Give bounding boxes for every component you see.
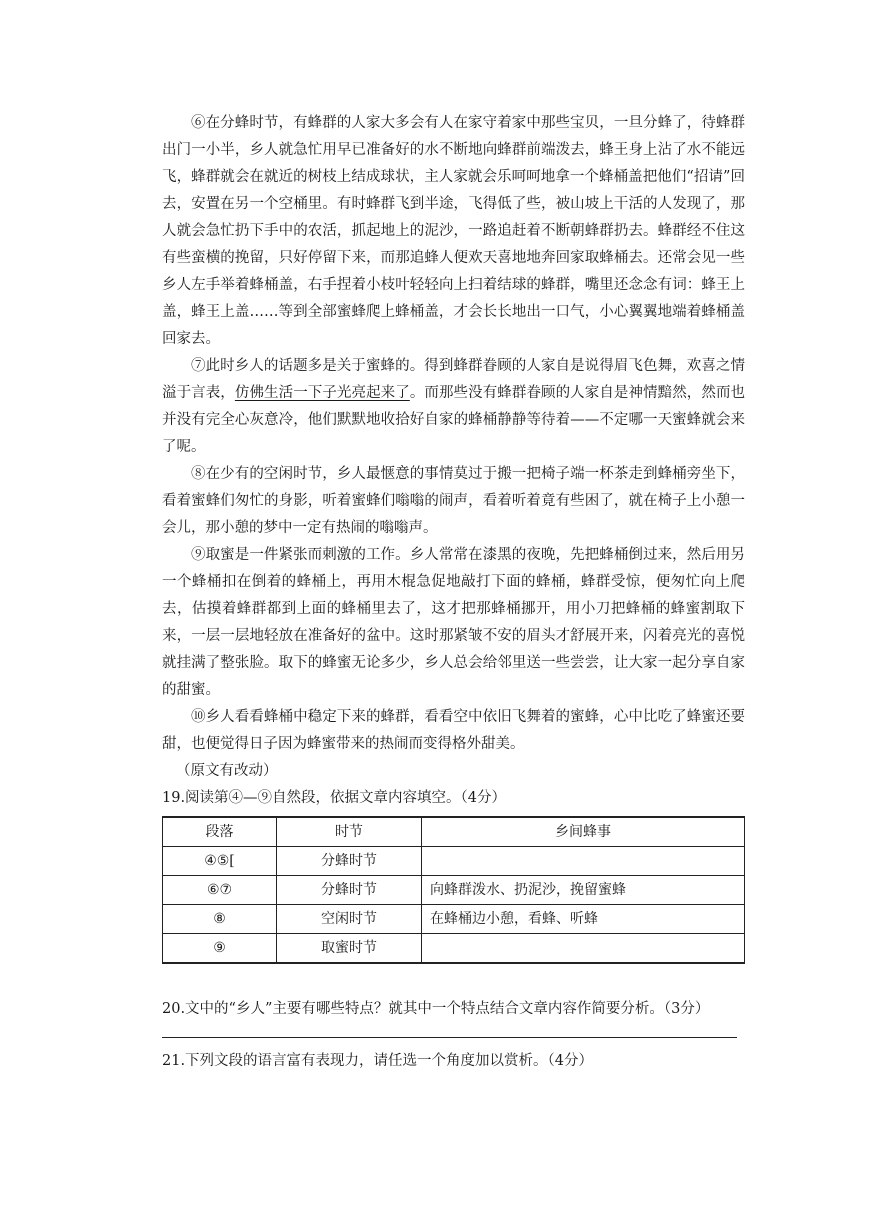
header-season: 时节 xyxy=(277,817,422,847)
paragraph-7-before: ⑦此时乡人的话题多是关于蜜蜂的。得到蜂群眷顾的人家自是说得眉飞色舞，欢喜之情溢于言表， xyxy=(162,358,745,401)
exam-page xyxy=(162,110,745,1075)
question-19: 19.阅读第④—⑨自然段，依据文章内容填空。（4分） xyxy=(162,790,507,806)
paragraph-6: ⑥在分蜂时节，有蜂群的人家大多会有人在家守着家中那些宝贝，一旦分蜂了，待蜂群出门一小半，乡人就急忙用早已准备好的水不断地向蜂群前端泼去，蜂王身上沾了水不能远飞，蜂群就会在就近的树枝上结成球状，主人家就会乐呵呵地拿一个蜂桶盖把他们“招请”回去，安置在另一个空桶里。有时蜂群飞到半途，飞得低了些，被山坡上干活的人发现了，那人就会急忙扔下手中的农活，抓起地上的泥沙，一路追赶着不断朝蜂群扔去。蜂群经不住这有些蛮横的挽留，只好停留下来，而那追蜂人便欢天喜地地奔回家取蜂桶去。还常会见一些乡人左手举着蜂桶盖，右手捏着小枝叶轻轻向上扫着结球的蜂群，嘴里还念念有词：蜂王上盖，蜂王上盖……等到全部蜜蜂爬上蜂桶盖，才会长长地出一口气，小心翼翼地端着蜂桶盖回家去。 xyxy=(162,115,745,347)
cell-paragraph: ⑨ xyxy=(163,934,277,964)
cell-paragraph: ⑧ xyxy=(163,905,277,934)
paragraph-9: ⑨取蜜是一件紧张而刺激的工作。乡人常常在漆黑的夜晚，先把蜂桶倒过来，然后用另一个蜂桶扣在倒着的蜂桶上，再用木棍急促地敲打下面的蜂桶，蜂群受惊，便匆忙向上爬去，估摸着蜂群都到上面的蜂桶里去了，这才把那蜂桶挪开，用小刀把蜂桶的蜂蜜割取下来，一层一层地轻放在准备好的盆中。这时那紧皱不安的眉头才舒展开来，闪着亮光的喜悦就挂满了整张脸。取下的蜂蜜无论多少，乡人总会给邻里送一些尝尝，让大家一起分享自家的甜蜜。 xyxy=(162,547,745,698)
table-row xyxy=(163,876,745,905)
cell-bee-affair: 在蜂桶边小憩，看蜂、听蜂 xyxy=(422,905,745,934)
paragraph-7-after: 。而那些没有蜂群眷顾的人家自是神情黯然，然而也并没有完全心灰意冷，他们默默地收拾好自家的蜂桶静静等待着——不定哪一天蜜蜂就会来了呢。 xyxy=(162,385,746,455)
cell-bee-affair: 向蜂群泼水、扔泥沙，挽留蜜蜂 xyxy=(422,876,745,905)
paragraph-10: ⑩乡人看看蜂桶中稳定下来的蜂群，看看空中依旧飞舞着的蜜蜂，心中比吃了蜂蜜还要甜，也便觉得日子因为蜂蜜带来的热闹而变得格外甜美。 xyxy=(162,709,745,752)
cell-paragraph: ⑥⑦ xyxy=(163,876,277,905)
header-bee-affairs: 乡间蜂事 xyxy=(422,817,745,847)
table-row xyxy=(163,905,745,934)
cell-season: 分蜂时节 xyxy=(277,876,422,905)
answer-line[interactable] xyxy=(162,1037,737,1038)
cell-season: 空闲时节 xyxy=(277,905,422,934)
cell-paragraph: ④⑤[ xyxy=(163,847,277,876)
table-row xyxy=(163,934,745,964)
cell-season: 取蜜时节 xyxy=(277,934,422,964)
header-paragraph: 段落 xyxy=(163,817,277,847)
underlined-sentence: 仿佛生活一下子光亮起来了 xyxy=(234,385,410,401)
paragraph-8: ⑧在少有的空闲时节，乡人最惬意的事情莫过于搬一把椅子端一杯茶走到蜂桶旁坐下，看着蜜蜂们匆忙的身影，听着蜜蜂们嗡嗡的闹声，看着听着竟有些困了，就在椅子上小憩一会儿，那小憩的梦中一定有热闹的嗡嗡声。 xyxy=(162,466,745,536)
table-row xyxy=(163,847,745,876)
cell-answer-blank[interactable] xyxy=(422,934,745,964)
answer-table xyxy=(162,816,745,964)
cell-answer-blank[interactable] xyxy=(422,847,745,876)
question-21: 21.下列文段的语言富有表现力，请任选一个角度加以赏析。（4分） xyxy=(162,1053,594,1069)
cell-season: 分蜂时节 xyxy=(277,847,422,876)
question-20: 20.文中的“乡人”主要有哪些特点？就其中一个特点结合文章内容作简要分析。（3分） xyxy=(162,1001,710,1017)
table-header-row xyxy=(163,817,745,847)
paragraph-7 xyxy=(162,353,745,461)
source-note: （原文有改动） xyxy=(176,763,278,779)
